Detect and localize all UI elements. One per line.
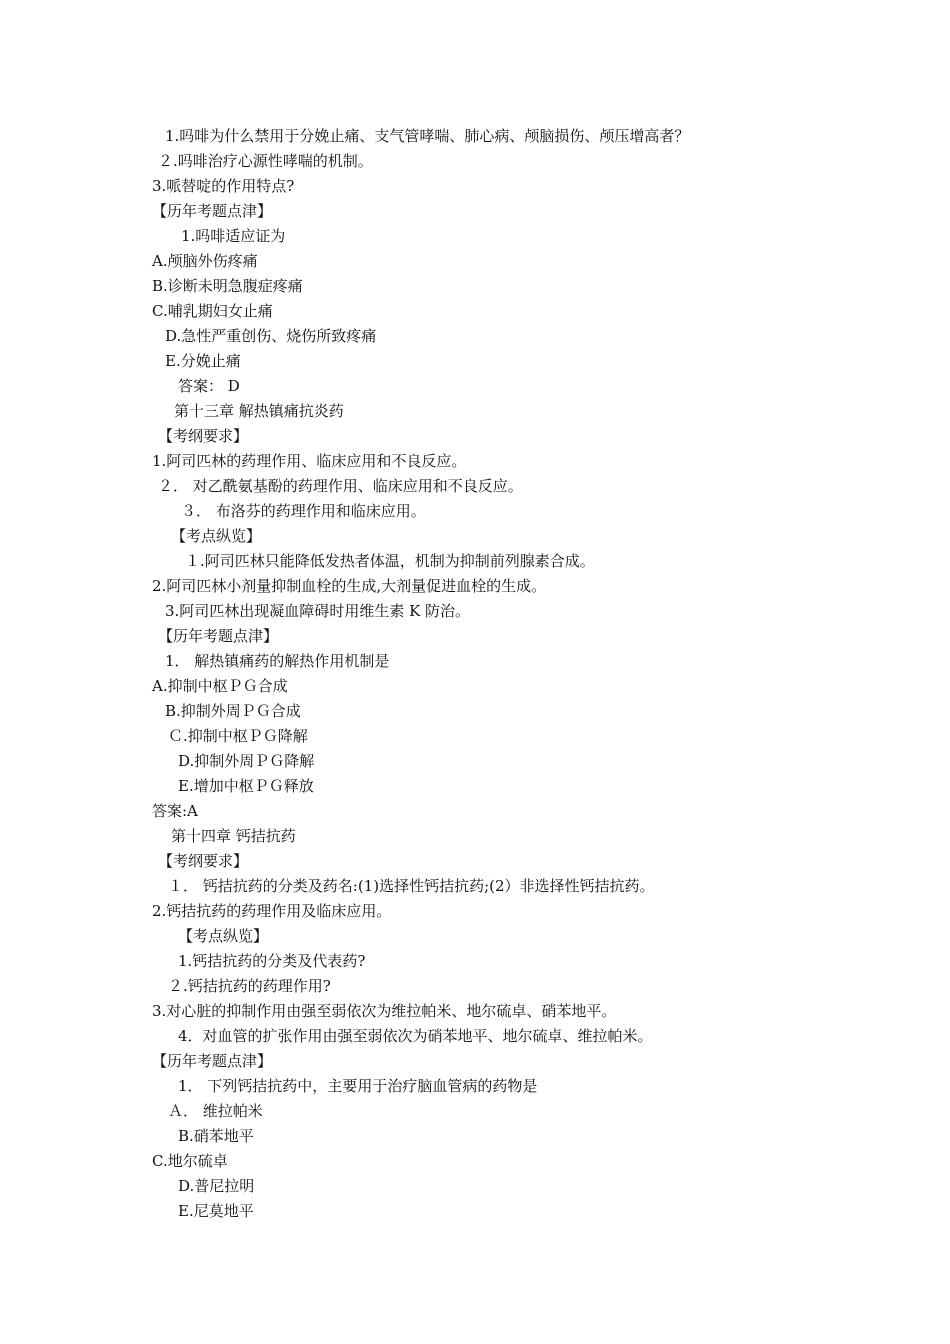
answer-text: 答案： D bbox=[178, 377, 240, 395]
section-heading: 【考点纵览】 bbox=[171, 527, 262, 545]
section-heading: 【考点纵览】 bbox=[178, 927, 269, 945]
question-line: 3.哌替啶的作用特点? bbox=[152, 177, 295, 195]
requirement-line: ２． 对乙酰氨基酚的药理作用、临床应用和不良反应。 bbox=[158, 477, 523, 495]
answer-option: D.普尼拉明 bbox=[178, 1177, 255, 1195]
section-heading: 【历年考题点津】 bbox=[152, 1052, 273, 1070]
answer-text: 答案:A bbox=[152, 802, 198, 820]
answer-option: E.尼莫地平 bbox=[178, 1202, 254, 1220]
exam-question: 1.吗啡适应证为 bbox=[181, 227, 286, 245]
answer-option: E.增加中枢ＰＧ释放 bbox=[178, 777, 314, 795]
chapter-title: 第十四章 钙拮抗药 bbox=[171, 827, 296, 845]
exam-question: 1． 下列钙拮抗药中，主要用于治疗脑血管病的药物是 bbox=[178, 1077, 538, 1095]
requirement-line: １． 钙拮抗药的分类及药名:(1)选择性钙拮抗药;(2）非选择性钙拮抗药。 bbox=[168, 877, 655, 895]
answer-option: B.硝苯地平 bbox=[178, 1127, 254, 1145]
requirement-line: ３． 布洛芬的药理作用和临床应用。 bbox=[181, 502, 426, 520]
answer-option: B.诊断未明急腹症疼痛 bbox=[152, 277, 303, 295]
answer-option: Ａ． 维拉帕米 bbox=[168, 1102, 263, 1120]
question-line: 1.吗啡为什么禁用于分娩止痛、支气管哮喘、肺心病、颅脑损伤、颅压增高者？ bbox=[165, 127, 690, 145]
section-heading: 【历年考题点津】 bbox=[152, 202, 273, 220]
requirement-line: 1.阿司匹林的药理作用、临床应用和不良反应。 bbox=[152, 452, 467, 470]
answer-option: E.分娩止痛 bbox=[165, 352, 241, 370]
answer-option: Ｃ.抑制中枢ＰＧ降解 bbox=[168, 727, 308, 745]
answer-option: A.颅脑外伤疼痛 bbox=[152, 252, 258, 270]
answer-option: B.抑制外周ＰＧ合成 bbox=[165, 702, 301, 720]
answer-option: D.急性严重创伤、烧伤所致疼痛 bbox=[165, 327, 377, 345]
section-heading: 【考纲要求】 bbox=[158, 852, 249, 870]
key-point-line: ２.钙拮抗药的药理作用? bbox=[168, 977, 331, 995]
key-point-line: １.阿司匹林只能降低发热者体温，机制为抑制前列腺素合成。 bbox=[185, 552, 595, 570]
key-point-line: 2.阿司匹林小剂量抑制血栓的生成,大剂量促进血栓的生成。 bbox=[152, 577, 547, 595]
answer-option: C.哺乳期妇女止痛 bbox=[152, 302, 273, 320]
answer-option: A.抑制中枢ＰＧ合成 bbox=[152, 677, 288, 695]
exam-question: 1． 解热镇痛药的解热作用机制是 bbox=[165, 652, 390, 670]
section-heading: 【历年考题点津】 bbox=[158, 627, 279, 645]
question-line: ２.吗啡治疗心源性哮喘的机制。 bbox=[158, 152, 373, 170]
requirement-line: 2.钙拮抗药的药理作用及临床应用。 bbox=[152, 902, 392, 920]
key-point-line: 3.对心脏的抑制作用由强至弱依次为维拉帕米、地尔硫卓、硝苯地平。 bbox=[152, 1002, 617, 1020]
answer-option: D.抑制外周ＰＧ降解 bbox=[178, 752, 315, 770]
key-point-line: 1.钙拮抗药的分类及代表药? bbox=[178, 952, 366, 970]
chapter-title: 第十三章 解热镇痛抗炎药 bbox=[174, 402, 344, 420]
key-point-line: 4．对血管的扩张作用由强至弱依次为硝苯地平、地尔硫卓、维拉帕米。 bbox=[178, 1027, 653, 1045]
key-point-line: 3.阿司匹林出现凝血障碍时用维生素 K 防治。 bbox=[165, 602, 471, 620]
section-heading: 【考纲要求】 bbox=[158, 427, 249, 445]
answer-option: C.地尔硫卓 bbox=[152, 1152, 228, 1170]
